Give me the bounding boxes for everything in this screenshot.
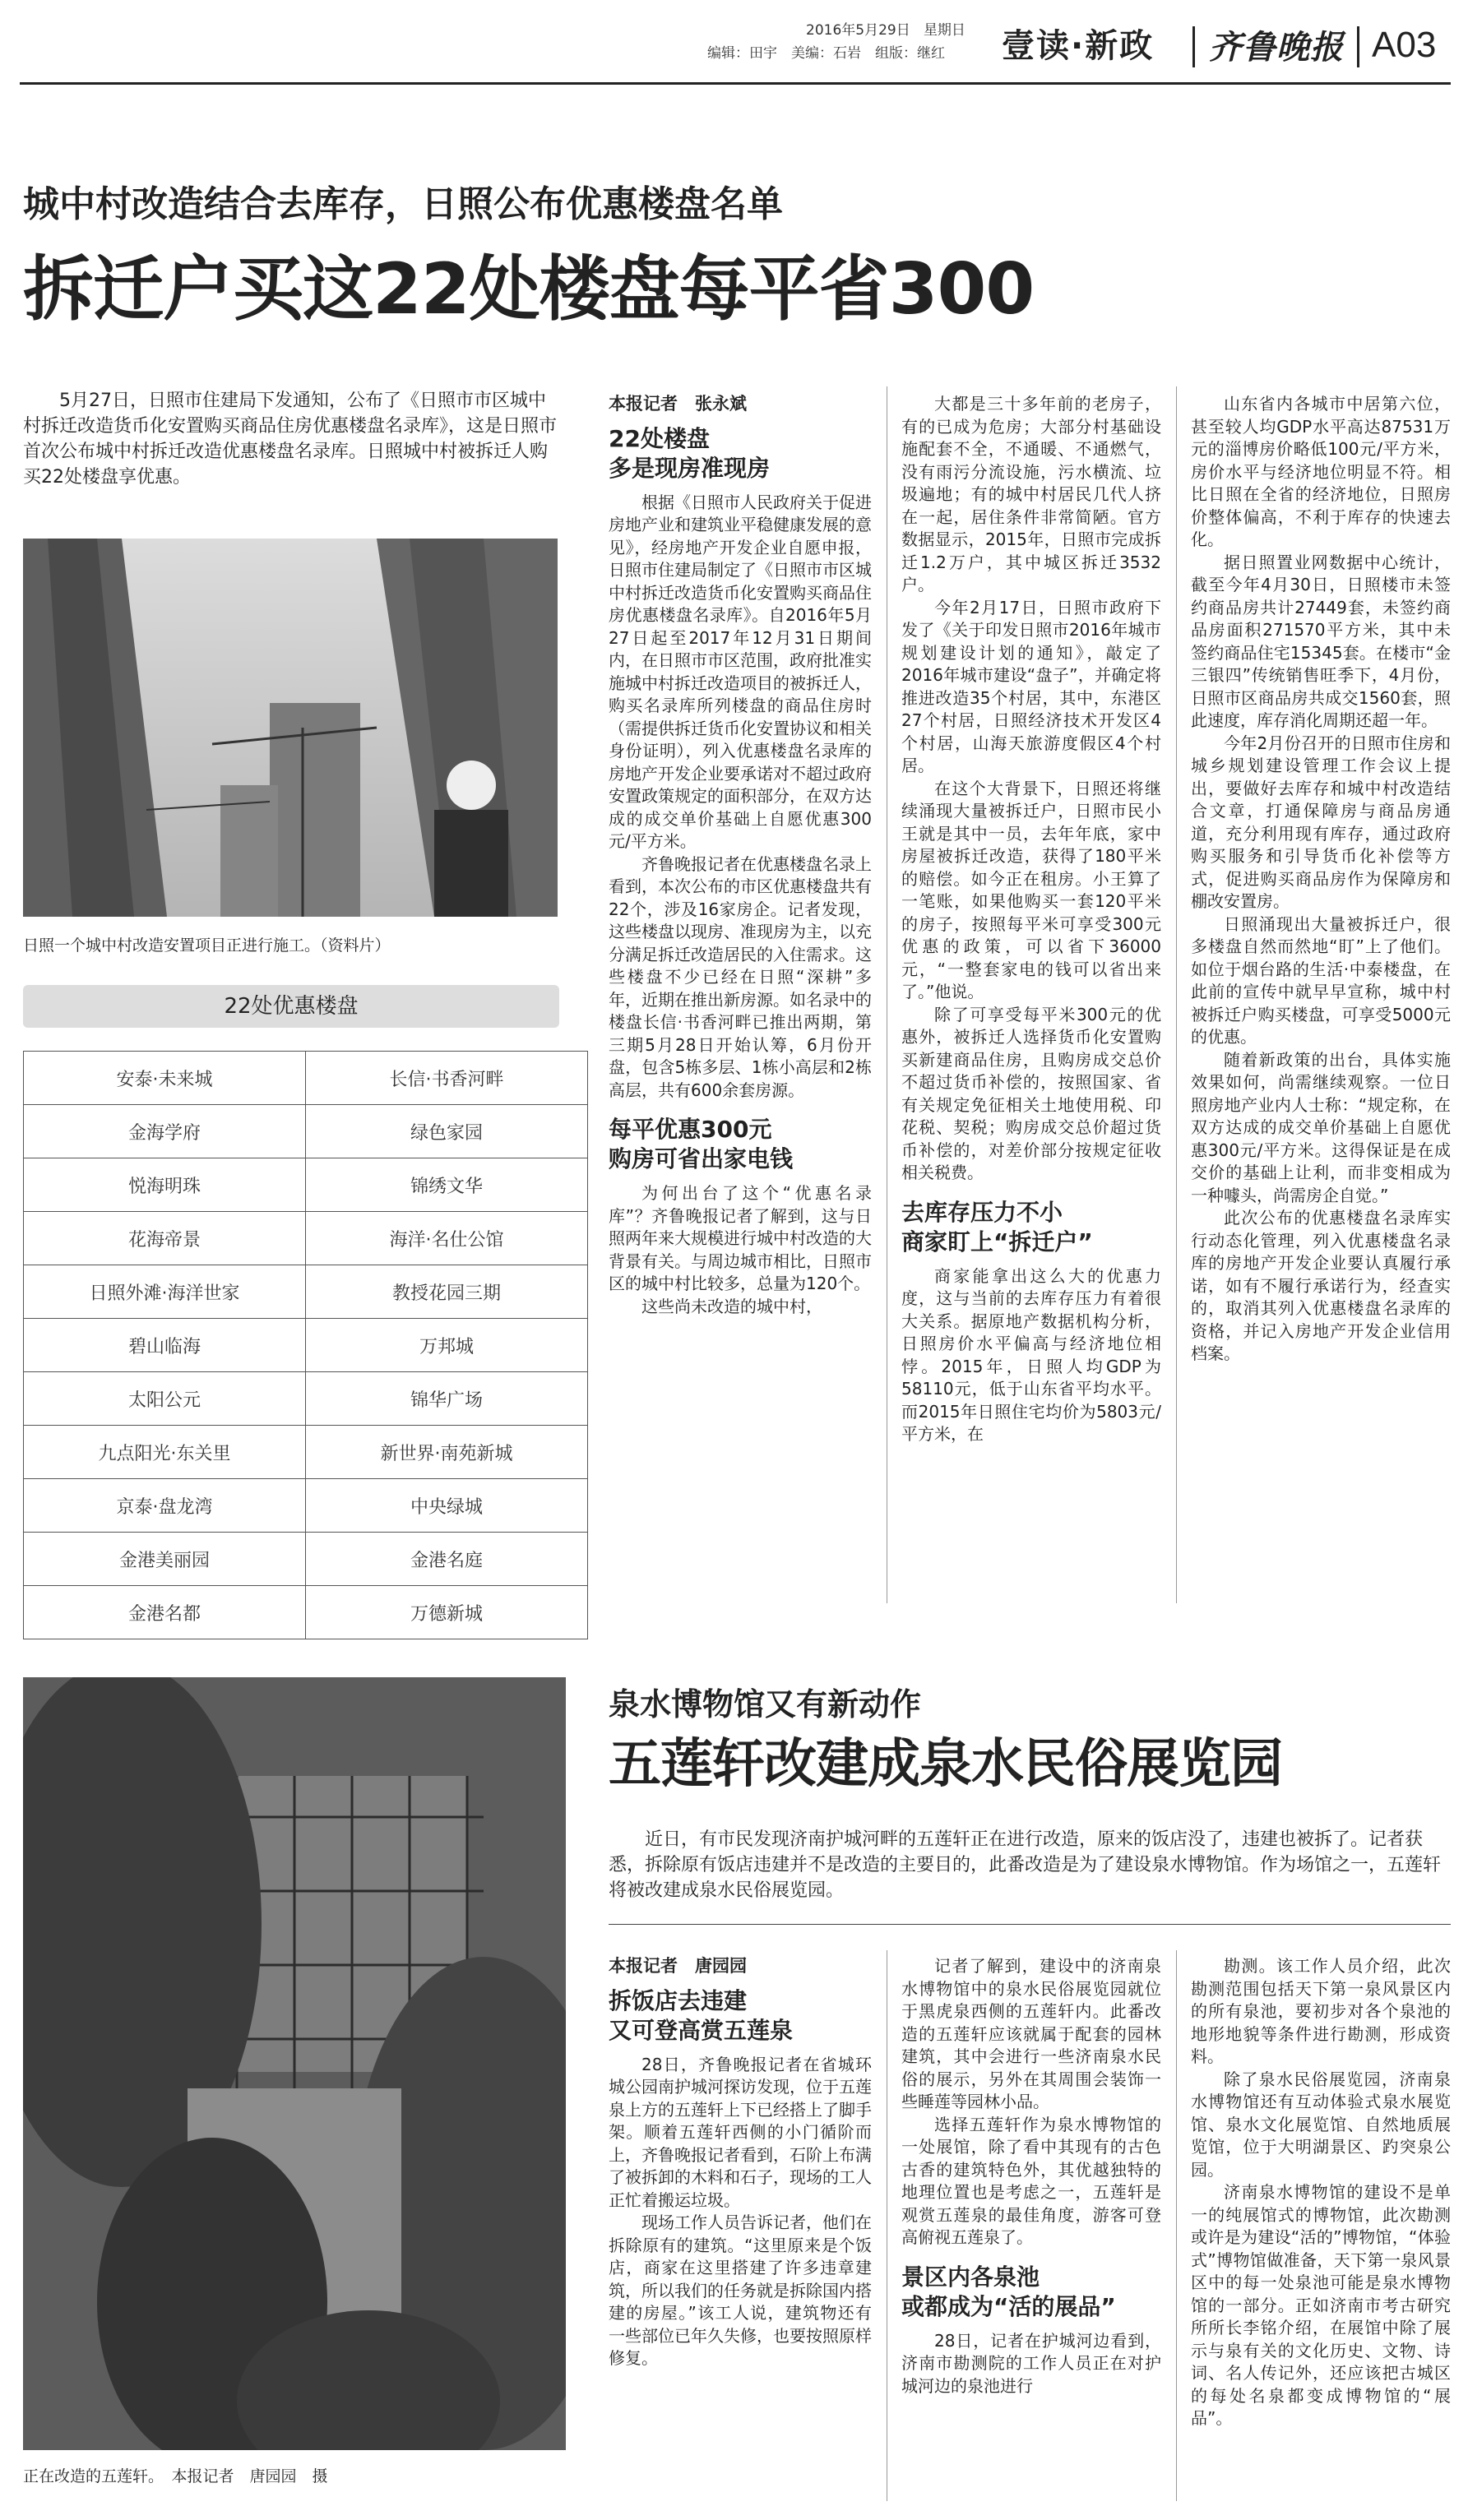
- paragraph: 据日照置业网数据中心统计，截至今年4月30日，日照楼市未签约商品房共计27449套，未签约商品房面积271570平方米，其中未签约商品住宅15345套。在楼市“金三银四”传统销售旺季下，4月份，日照市区商品房共成交1560套，照此速度，库存消化周期还超一年。: [1191, 552, 1451, 730]
- paper-logo: 齐鲁晚报: [1209, 28, 1344, 67]
- list-title: 22处优惠楼盘: [23, 985, 559, 1028]
- article1-col1-paras-2: [609, 1182, 872, 1318]
- article1-photo-caption: 日照一个城中村改造安置项目正进行施工。（资料片）: [23, 936, 391, 955]
- paragraph: 今年2月17日，日照市政府下发了《关于印发日照市2016年城市规划建设计划的通知》，敲定了2016年城市建设“盘子”，并确定将推进改造35个村居，其中，东港区27个村居，日照经济技术开发区4个村居，山海天旅游度假区4个村居。: [901, 597, 1161, 775]
- paragraph: 在这个大背景下，日照还将继续涌现大量被拆迁户，日照市民小王就是其中一员，去年年底，家中房屋被拆迁改造，获得了180平米的赔偿。如今正在租房。小王算了一笔账，如果他购买一套120平米的房子，按照每平米可享受300元优惠的政策，可以省下36000元，“一整套家电的钱可以省出来了。”他说。: [901, 778, 1161, 1001]
- listing-name: 太阳公元: [24, 1372, 306, 1426]
- article1-col3-paras: [1191, 393, 1451, 1366]
- listing-name: 金港名庭: [306, 1533, 588, 1586]
- paragraph: 山东省内各城市中居第六位，甚至较人均GDP水平高达87531万元的淄博房价略低100元/平方米，房价水平与经济地位明显不符。相比日照在全省的经济地位，日照房价整体偏高，不利于库存的快速去化。: [1191, 394, 1451, 549]
- article2-subhead-1: 拆饭店去违建 又可登高赏五莲泉: [609, 1986, 794, 2044]
- paragraph: 勘测。该工作人员介绍，此次勘测范围包括天下第一泉风景区内的所有泉池，要初步对各个泉池的地形地貌等条件进行勘测，形成资料。: [1191, 1956, 1451, 2066]
- listing-name: 九点阳光·东关里: [24, 1426, 306, 1479]
- listing-name: 教授花园三期: [306, 1265, 588, 1319]
- listing-name: 锦华广场: [306, 1372, 588, 1426]
- lead-rule: [609, 1924, 1451, 1925]
- table-row: [24, 1533, 588, 1586]
- paragraph: 这些尚未改造的城中村，: [641, 1296, 822, 1316]
- paragraph: 商家能拿出这么大的优惠力度，这与当前的去库存压力有着很大关系。据原地产数据机构分析，日照房价水平偏高与经济地位相悖。2015年，日照人均GDP为58110元，低于山东省平均水平。而2015年日照住宅均价为5803元/平方米，在: [901, 1265, 1161, 1444]
- table-row: [24, 1158, 588, 1212]
- paragraph: 除了泉水民俗展览园，济南泉水博物馆还有互动体验式泉水展览馆、泉水文化展览馆、自然地质展览馆，位于大明湖景区、趵突泉公园。: [1191, 2069, 1451, 2180]
- paragraph: 齐鲁晚报记者在优惠楼盘名录上看到，本次公布的市区优惠楼盘共有22个，涉及16家房企。记者发现，这些楼盘以现房、准现房为主，以充分满足拆迁改造居民的入住需求。这些楼盘不少已经在日照“深耕”多年，近期在推出新房源。如名录中的楼盘长信·书香河畔已推出两期，第三期5月28日开始认筹，6月份开盘，包含5栋多层、1栋小高层和2栋高层，共有600余套房源。: [609, 853, 872, 1100]
- article1-lead: 5月27日，日照市住建局下发通知，公布了《日照市市区城中村拆迁改造货币化安置购买商品住房优惠楼盘名录库》，这是日照市首次公布城中村拆迁改造优惠楼盘名录库。日照城中村被拆迁人购买22处楼盘享优惠。: [23, 391, 558, 488]
- article2-col2-paras-1: [901, 1955, 1161, 2250]
- article2-byline: 本报记者 唐园园: [609, 1956, 747, 1976]
- paragraph: 根据《日照市人民政府关于促进房地产业和建筑业平稳健康发展的意见》，经房地产开发企业自愿申报，日照市住建局制定了《日照市市区城中村拆迁改造货币化安置购买商品住房优惠楼盘名录库》。自2016年5月27日起至2017年12月31日期间内，在日照市市区范围，政府批准实施城中村拆迁改造项目的被拆迁人，购买名录库所列楼盘的商品住房时（需提供拆迁货币化安置协议和相关身份证明），列入优惠楼盘名录库的房地产开发企业要承诺对不超过政府安置政策规定的面积部分，在双方达成的成交单价基础上自愿优惠300元/平方米。: [609, 492, 872, 851]
- article1-column-2: [901, 393, 1161, 1446]
- paragraph: 此次公布的优惠楼盘名录库实行动态化管理，列入优惠楼盘名录库的房地产开发企业要认真履行承诺，如有不履行承诺行为，经查实的，取消其列入优惠楼盘名录库的资格，并记入房地产开发企业信用档案。: [1191, 1208, 1451, 1363]
- paragraph: 随着新政策的出台，具体实施效果如何，尚需继续观察。一位日照房地产业内人士称：“规定称，在双方达成的成交单价基础上自愿优惠300元/平方米。这得保证是在成交价的基础上让利，而非变相成为一种噱头，尚需房企自觉。”: [1191, 1049, 1451, 1205]
- masthead-divider: [1192, 26, 1195, 67]
- article1-photo: [23, 539, 558, 917]
- article1-subhead-1: 22处楼盘 多是现房准现房: [609, 424, 771, 482]
- listing-name: 绿色家园: [306, 1105, 588, 1158]
- article2-column-3: [1191, 1955, 1451, 2430]
- listing-name: 金港名都: [24, 1586, 306, 1639]
- paragraph: 日照涌现出大量被拆迁户，很多楼盘自然而然地“盯”上了他们。如位于烟台路的生活·中泰楼盘，在此前的宣传中就早早宣称，城中村被拆迁户购买楼盘，可享受5000元的优惠。: [1191, 913, 1451, 1047]
- column-rule: [1176, 386, 1177, 1603]
- table-row: [24, 1319, 588, 1372]
- paragraph: 记者了解到，建设中的济南泉水博物馆中的泉水民俗展览园就位于黑虎泉西侧的五莲轩内。此番改造的五莲轩应该就属于配套的园林建筑，其中会进行一些济南泉水民俗的展示，另外在其周围会装饰一些睡莲等园林小品。: [901, 1956, 1161, 2111]
- listing-name: 花海帝景: [24, 1212, 306, 1265]
- article2-col2-paras-2: [901, 2330, 1161, 2398]
- weekday-text: 星期日: [923, 22, 966, 39]
- paragraph: 除了可享受每平米300元的优惠外，被拆迁人选择货币化安置购买新建商品住房，且购房成交总价不超过货币补偿的，按照国家、省有关规定免征相关土地使用税、印花税、契税；购房成交总价超过货币补偿的，对差价部分按规定征收相关税费。: [901, 1004, 1161, 1182]
- article1-column-1: [609, 393, 872, 1318]
- article2-lead: 近日，有市民发现济南护城河畔的五莲轩正在进行改造，原来的饭店没了，违建也被拆了。记者获悉，拆除原有饭店违建并不是改造的主要目的，此番改造是为了建设泉水博物馆。作为场馆之一，五莲轩将被改建成泉水民俗展览园。: [609, 1829, 1442, 1901]
- table-row: [24, 1265, 588, 1319]
- editor-credits: 编辑：田宇 美编：石岩 组版：继红: [707, 45, 945, 62]
- table-row: [24, 1372, 588, 1426]
- article1-headline: 拆迁户买这22处楼盘每平省300: [23, 248, 1035, 331]
- paragraph: 28日，记者在护城河边看到，济南市勘测院的工作人员正在对护城河边的泉池进行: [901, 2330, 1161, 2396]
- article1-col1-paras-1: [609, 492, 872, 1103]
- table-row: [24, 1426, 588, 1479]
- listing-name: 万邦城: [306, 1319, 588, 1372]
- table-row: [24, 1586, 588, 1639]
- paragraph: 28日，齐鲁晚报记者在省城环城公园南护城河探访发现，位于五莲泉上方的五莲轩上下已经搭上了脚手架。顺着五莲轩西侧的小门循阶而上，齐鲁晚报记者看到，石阶上布满了被拆卸的木料和石子，现场的工人正忙着搬运垃圾。: [609, 2054, 872, 2210]
- article2-column-1: [609, 1955, 872, 2370]
- listing-name: 海洋·名仕公馆: [306, 1212, 588, 1265]
- article2-kicker: 泉水博物馆又有新动作: [609, 1686, 922, 1722]
- article2-col3-paras: [1191, 1955, 1451, 2430]
- article1-subhead-2: 每平优惠300元 购房可省出家电钱: [609, 1116, 794, 1172]
- article2-photo: [23, 1677, 566, 2450]
- table-row: [24, 1479, 588, 1533]
- construction-photo-illustration: [23, 539, 558, 917]
- listing-name: 日照外滩·海洋世家: [24, 1265, 306, 1319]
- discount-listings-table: [23, 1051, 588, 1639]
- listing-name: 锦绣文华: [306, 1158, 588, 1212]
- listing-name: 金港美丽园: [24, 1533, 306, 1586]
- article1-subhead-3: 去库存压力不小 商家盯上“拆迁户”: [901, 1198, 1093, 1255]
- listing-name: 长信·书香河畔: [306, 1052, 588, 1105]
- listing-name: 金海学府: [24, 1105, 306, 1158]
- section-title: 壹读·新政: [1002, 27, 1155, 65]
- masthead-divider: [1357, 26, 1359, 67]
- paragraph: 现场工作人员告诉记者，他们在拆除原有的建筑。“这里原来是个饭店，商家在这里搭建了许多违章建筑，所以我们的任务就是拆除国内搭建的房屋。”该工人说，建筑物还有一些部位已年久失修，也要按照原样修复。: [609, 2213, 872, 2368]
- article2-col1-paras: [609, 2054, 872, 2370]
- article2-headline: 五莲轩改建成泉水民俗展览园: [609, 1734, 1282, 1795]
- table-row: [24, 1212, 588, 1265]
- listing-name: 悦海明珠: [24, 1158, 306, 1212]
- article2-photo-caption: 正在改造的五莲轩。 本报记者 唐园园 摄: [23, 2467, 328, 2485]
- article1-byline: 本报记者 张永斌: [609, 394, 747, 414]
- article1-col2-paras-2: [901, 1265, 1161, 1446]
- pavilion-photo-illustration: [23, 1677, 566, 2450]
- article2-subhead-2: 景区内各泉池 或都成为“活的展品”: [901, 2263, 1116, 2320]
- column-rule: [1176, 1950, 1177, 2501]
- table-row: [24, 1105, 588, 1158]
- article1-column-3: [1191, 393, 1451, 1366]
- paragraph: 济南泉水博物馆的建设不是单一的纯展馆式的博物馆，此次勘测或许是为建设“活的”博物馆，“体验式”博物馆做准备，天下第一泉风景区中的每一处泉池可能是泉水博物馆的一部分。正如济南市考古研究所所长李铭介绍，在展馆中除了展示与泉有关的文化历史、文物、诗词、名人传记外，还应该把古城区的每处名泉都变成博物馆的“展品”。: [1191, 2182, 1451, 2428]
- listing-name: 万德新城: [306, 1586, 588, 1639]
- listing-name: 京泰·盘龙湾: [24, 1479, 306, 1533]
- paragraph: 为何出台了这个“优惠名录库”？齐鲁晚报记者了解到，这与日照两年来大规模进行城中村改造的大背景有关。与周边城市相比，日照市区的城中村比较多，总量为120个。: [609, 1183, 872, 1293]
- paragraph: 今年2月份召开的日照市住房和城乡规划建设管理工作会议上提出，要做好去库存和城中村改造结合文章，打通保障房与商品房通道，充分利用现有库存，通过政府购买服务和引导货币化补偿等方式，促进购买商品房作为保障房和棚改安置房。: [1191, 733, 1451, 911]
- listing-name: 新世界·南苑新城: [306, 1426, 588, 1479]
- article1-col2-paras-1: [901, 393, 1161, 1185]
- article1-kicker: 城中村改造结合去库存，日照公布优惠楼盘名单: [23, 183, 783, 225]
- masthead-rule: [20, 82, 1451, 85]
- page-number: A03: [1372, 25, 1437, 65]
- paragraph: 选择五莲轩作为泉水博物馆的一处展馆，除了看中其现有的古色古香的建筑特色外，其优越独特的地理位置也是考虑之一，五莲轩是观赏五莲泉的最佳角度，游客可登高俯视五莲泉了。: [901, 2114, 1161, 2247]
- paragraph: 大都是三十多年前的老房子，有的已成为危房；大部分村基础设施配套不全，不通暖、不通燃气，没有雨污分流设施，污水横流、垃圾遍地；有的城中村居民几代人挤在一起，居住条件非常简陋。官方数据显示，2015年，日照市完成拆迁1.2万户，其中城区拆迁3532户。: [901, 394, 1161, 594]
- listing-name: 安泰·未来城: [24, 1052, 306, 1105]
- date-text: 2016年5月29日: [806, 22, 910, 39]
- listing-name: 中央绿城: [306, 1479, 588, 1533]
- listing-name: 碧山临海: [24, 1319, 306, 1372]
- issue-date: [806, 21, 966, 39]
- table-row: [24, 1052, 588, 1105]
- article2-column-2: [901, 1955, 1161, 2397]
